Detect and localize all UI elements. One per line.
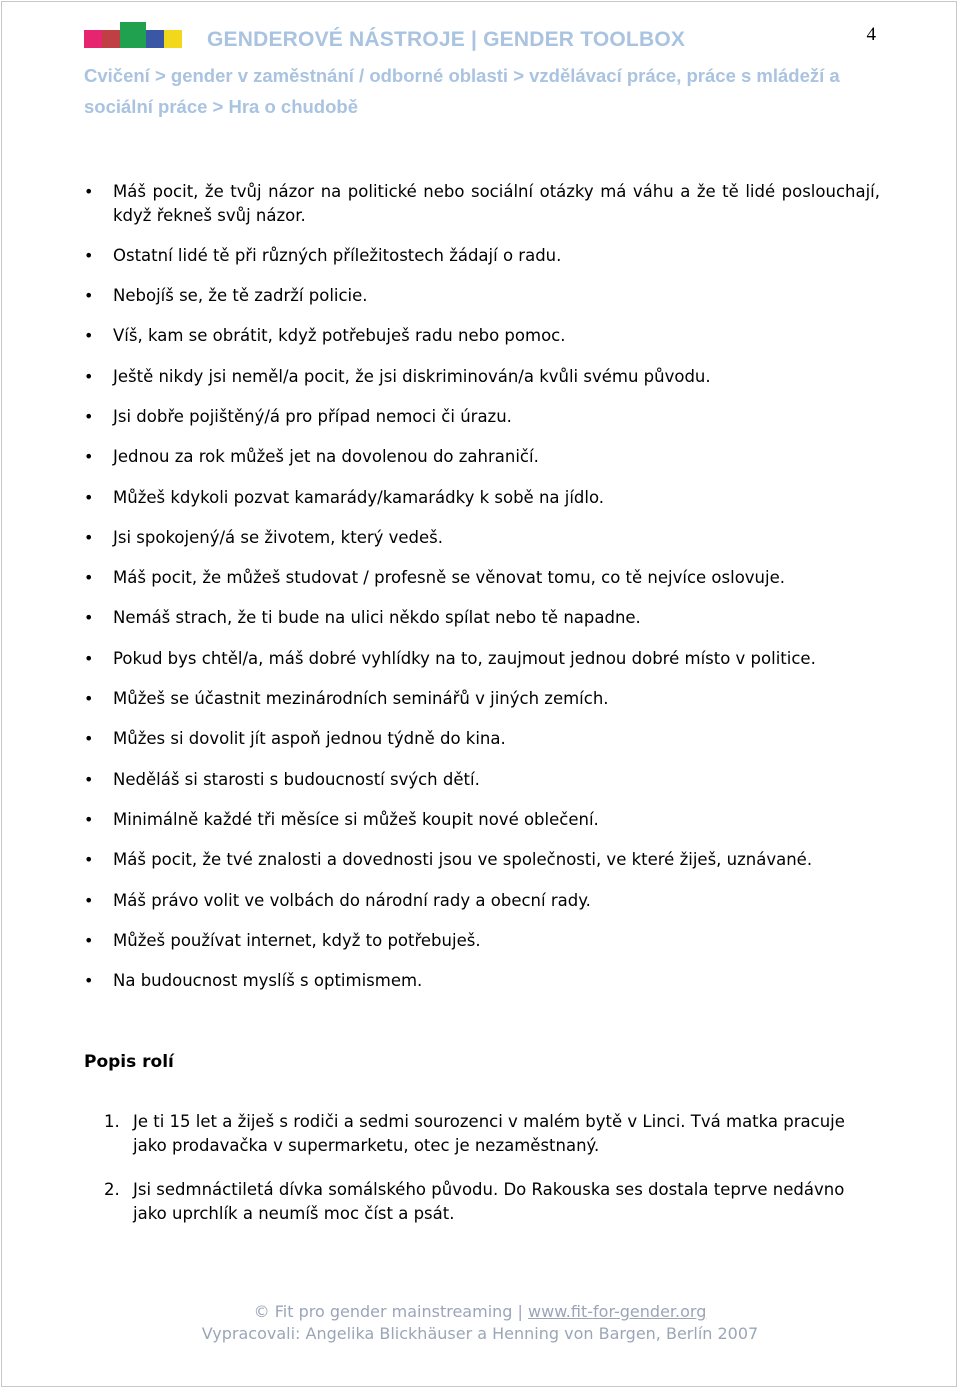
logo-square-green: [120, 22, 146, 48]
list-item: • Víš, kam se obrátit, když potřebuješ radu nebo pomoc.: [84, 324, 880, 348]
role-item: [104, 1178, 880, 1225]
list-item: • Pokud bys chtěl/a, máš dobré vyhlídky na to, zaujmout jednou dobré místo v politice.: [84, 647, 880, 671]
role-text: Je ti 15 let a žiješ s rodiči a sedmi sourozenci v malém bytě v Linci. Tvá matka pracuje jako prodavačka v supermarketu, otec je nezaměstnaný.: [133, 1112, 845, 1155]
list-item: • Minimálně každé tři měsíce si můžeš koupit nové oblečení.: [84, 808, 880, 832]
logo-square-blue: [146, 30, 164, 48]
logo-square-yellow: [164, 30, 182, 48]
list-item: • Nemáš strach, že ti bude na ulici někdo spílat nebo tě napadne.: [84, 606, 880, 630]
list-item: • Ještě nikdy jsi neměl/a pocit, že jsi diskriminován/a kvůli svému původu.: [84, 365, 880, 389]
toolbox-logo: [84, 22, 184, 48]
list-item: • Můžeš se účastnit mezinárodních seminářů v jiných zemích.: [84, 687, 880, 711]
list-item: • Můžes si dovolit jít aspoň jednou týdně do kina.: [84, 727, 880, 751]
statement-list: [84, 180, 880, 1009]
logo-square-pink: [84, 30, 102, 48]
role-number: 1.: [104, 1112, 120, 1131]
footer-separator: |: [517, 1302, 523, 1321]
footer-website-link[interactable]: www.fit-for-gender.org: [528, 1302, 707, 1321]
role-number: 2.: [104, 1180, 120, 1199]
role-item: [104, 1110, 880, 1157]
list-item: • Můžeš kdykoli pozvat kamarády/kamarádky k sobě na jídlo.: [84, 486, 880, 510]
logo-square-red: [102, 30, 120, 48]
role-text: Jsi sedmnáctiletá dívka somálského původu. Do Rakouska ses dostala teprve nedávno jako uprchlík a neumíš moc číst a psát.: [133, 1180, 845, 1223]
footer-organization: Fit pro gender mainstreaming: [274, 1302, 513, 1321]
section-heading: Popis rolí: [84, 1052, 174, 1072]
list-item: • Máš pocit, že tvé znalosti a dovednosti jsou ve společnosti, ve které žiješ, uznávané.: [84, 848, 880, 872]
header-title: GENDEROVÉ NÁSTROJE | GENDER TOOLBOX: [207, 28, 686, 51]
list-item: • Máš právo volit ve volbách do národní rady a obecní rady.: [84, 889, 880, 913]
list-item: • Na budoucnost myslíš s optimismem.: [84, 969, 880, 993]
list-item: • Neděláš si starosti s budoucností svých dětí.: [84, 768, 880, 792]
breadcrumb: Cvičení > gender v zaměstnání / odborné oblasti > vzdělávací práce, práce s mládeží a sociální práce > Hra o chudobě: [84, 65, 840, 117]
list-item: • Jednou za rok můžeš jet na dovolenou do zahraničí.: [84, 445, 880, 469]
footer-credits: Vypracovali: Angelika Blickhäuser a Henning von Bargen, Berlín 2007: [201, 1324, 759, 1343]
list-item: • Ostatní lidé tě při různých příležitostech žádají o radu.: [84, 244, 880, 268]
role-list: [104, 1110, 880, 1246]
list-item: • Jsi spokojený/á se životem, který vedeš.: [84, 526, 880, 550]
footer-organization-line: [0, 1302, 960, 1321]
list-item: • Jsi dobře pojištěný/á pro případ nemoci či úrazu.: [84, 405, 880, 429]
list-item: • Máš pocit, že tvůj názor na politické nebo sociální otázky má váhu a že tě lidé poslouchají, když řekneš svůj názor.: [84, 180, 880, 227]
copyright-icon: ©: [253, 1302, 270, 1321]
page-number: 4: [866, 24, 876, 45]
list-item: • Můžeš používat internet, když to potřebuješ.: [84, 929, 880, 953]
list-item: • Máš pocit, že můžeš studovat / profesně se věnovat tomu, co tě nejvíce oslovuje.: [84, 566, 880, 590]
list-item: • Nebojíš se, že tě zadrží policie.: [84, 284, 880, 308]
